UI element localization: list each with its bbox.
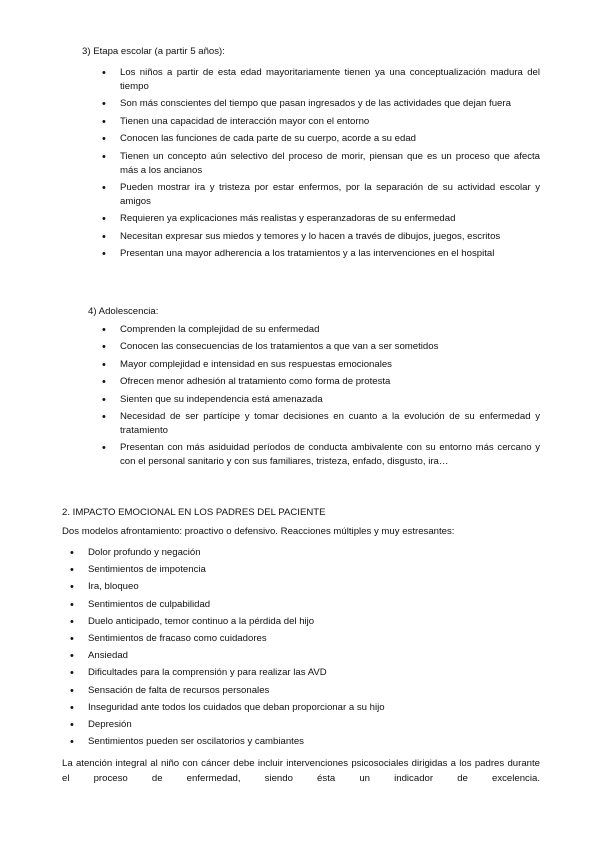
list-item: • Conocen las consecuencias de los tratamientos a que van a ser sometidos [120,340,540,354]
list-item: • Ira, bloqueo [88,580,548,594]
list-item: • Comprenden la complejidad de su enfermedad [120,323,540,337]
list-item: • Sentimientos pueden ser oscilatorios y cambiantes [88,735,548,749]
list-item: • Presentan con más asiduidad períodos de conducta ambivalente con su entorno más cercano y con el personal sanitario y con sus familiares, tristeza, enfado, disgusto, ira… [120,441,540,469]
section-heading-impacto-emocional: 2. IMPACTO EMOCIONAL EN LOS PADRES DEL PACIENTE [62,507,326,518]
reacciones-padres-list [88,546,548,752]
section-heading-adolescencia: 4) Adolescencia: [88,306,159,317]
list-item: • Duelo anticipado, temor continuo a la pérdida del hijo [88,615,548,629]
list-item: • Inseguridad ante todos los cuidados que deban proporcionar a su hijo [88,701,548,715]
list-item: • Sensación de falta de recursos personales [88,684,548,698]
list-item: • Son más conscientes del tiempo que pasan ingresados y de las actividades que dejan fuera [120,97,540,111]
closing-paragraph: La atención integral al niño con cáncer debe incluir intervenciones psicosociales dirigidas a los padres durante el proceso de enfermedad, siendo ésta un indicador de excelencia. [62,758,540,784]
list-item: • Requieren ya explicaciones más realistas y esperanzadoras de su enfermedad [120,212,540,226]
list-item: • Sentimientos de culpabilidad [88,598,548,612]
list-item: • Sienten que su independencia está amenazada [120,393,540,407]
etapa-escolar-list [120,66,540,265]
list-item: • Conocen las funciones de cada parte de su cuerpo, acorde a su edad [120,132,540,146]
list-item: • Sentimientos de fracaso como cuidadores [88,632,548,646]
section-intro: Dos modelos afrontamiento: proactivo o defensivo. Reacciones múltiples y muy estresantes: [62,526,455,537]
list-item: • Ansiedad [88,649,548,663]
list-item: • Necesidad de ser partícipe y tomar decisiones en cuanto a la evolución de su enfermedad y tratamiento [120,410,540,438]
adolescencia-list [120,323,540,473]
list-item: • Sentimientos de impotencia [88,563,548,577]
section-heading-etapa-escolar: 3) Etapa escolar (a partir 5 años): [82,46,225,57]
list-item: • Necesitan expresar sus miedos y temores y lo hacen a través de dibujos, juegos, escritos [120,230,540,244]
list-item: • Tienen un concepto aún selectivo del proceso de morir, piensan que es un proceso que afecta más a los ancianos [120,150,540,178]
list-item: • Pueden mostrar ira y tristeza por estar enfermos, por la separación de su actividad escolar y amigos [120,181,540,209]
list-item: • Presentan una mayor adherencia a los tratamientos y a las intervenciones en el hospital [120,247,540,261]
list-item: • Ofrecen menor adhesión al tratamiento como forma de protesta [120,375,540,389]
list-item: • Depresión [88,718,548,732]
list-item: • Dificultades para la comprensión y para realizar las AVD [88,666,548,680]
list-item: • Dolor profundo y negación [88,546,548,560]
list-item: • Tienen una capacidad de interacción mayor con el entorno [120,115,540,129]
list-item: • Mayor complejidad e intensidad en sus respuestas emocionales [120,358,540,372]
list-item: • Los niños a partir de esta edad mayoritariamente tienen ya una conceptualización madura del tiempo [120,66,540,94]
